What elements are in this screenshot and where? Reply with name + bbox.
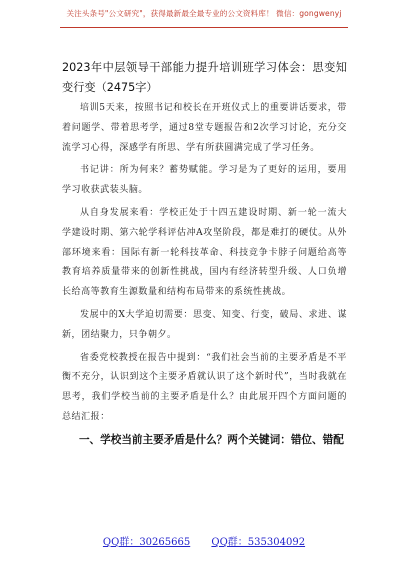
footer-contact	[0, 533, 408, 548]
paragraph-5: 省委党校教授在报告中提到：“我们社会当前的主要矛盾是不平衡不充分，认识到这个主要矛盾就认识了这个新时代”，当时我就在思考，我们学校当前的主要矛盾是什么？由此展开四个方面问题的总结汇报：	[62, 352, 347, 422]
document-body	[62, 58, 347, 450]
paragraph-3: 从自身发展来看：学校正处于十四五建设时期、新一轮一流大学建设时期、第六轮学科评估冲A攻坚阶段，都是难打的硬仗。从外部环境来看：国际有新一轮科技革命、科技竞争卡脖子问题给高等教育培养质量带来的创新性挑战，国内有经济转型升级、人口负增长给高等教育生源数量和结构布局带来的系统性挑战。	[62, 207, 347, 298]
section-heading-1: 一、学校当前主要矛盾是什么？两个关键词：错位、错配	[78, 433, 344, 446]
qq-group-link-2[interactable]: QQ群：535304092	[211, 537, 306, 548]
document-title: 2023年中层领导干部能力提升培训班学习体会：思变知变行变（2475字）	[62, 61, 347, 94]
header-banner: 关注头条号"公文研究"，获得最新最全最专业的公文资料库！ 微信：gongwenyj	[66, 9, 342, 18]
header-divider	[60, 27, 348, 28]
paragraph-1: 培训5天来，按照书记和校长在开班仪式上的重要讲话要求，带着问题学、带着思考学，通过8堂专题报告和2次学习讨论，充分交流学习心得，深感学有所思、学有所获圆满完成了学习任务。	[62, 103, 347, 153]
qq-group-link-1[interactable]: QQ群：30265665	[102, 537, 191, 548]
paragraph-2: 书记讲：所为何来？蓄势赋能。学习是为了更好的运用，要用学习收获武装头脑。	[62, 165, 347, 196]
paragraph-4: 发展中的X大学迫切需要：思变、知变、行变，破局、求进、谋新，团结聚力，只争朝夕。	[62, 309, 347, 340]
